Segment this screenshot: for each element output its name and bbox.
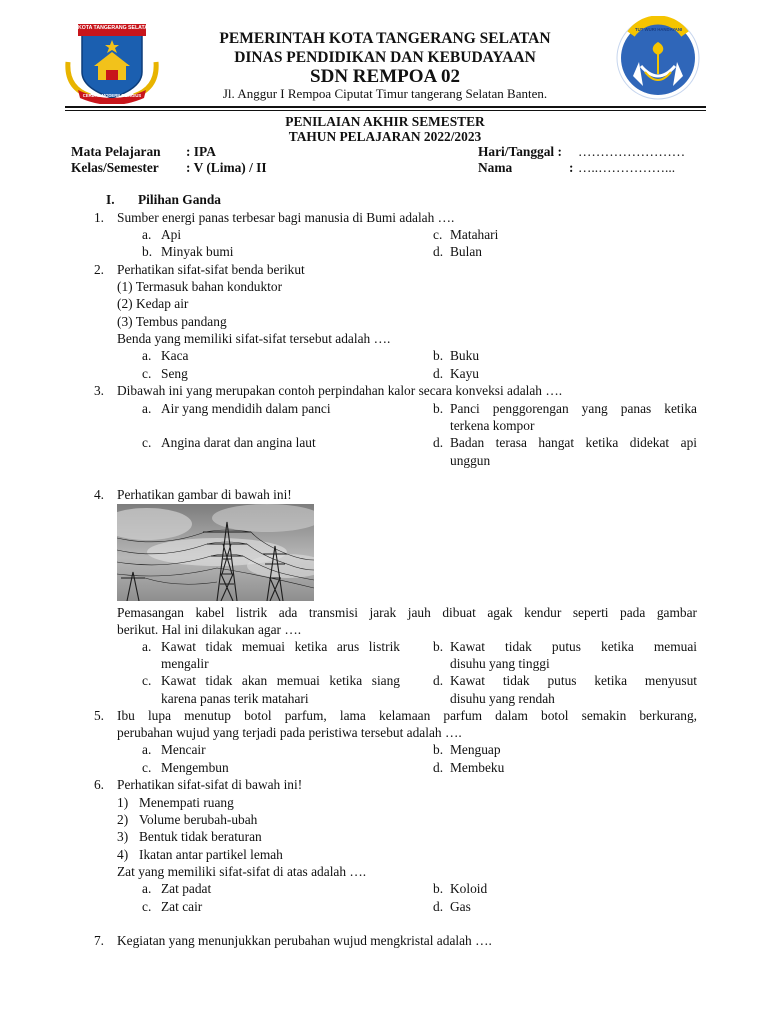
question-description-cont: berikut. Hal ini dilakukan agar …. <box>117 622 302 637</box>
option-letter: d. <box>433 899 444 914</box>
option-letter: a. <box>142 742 152 757</box>
name-label: Nama <box>478 160 513 175</box>
option-letter: b. <box>433 742 444 757</box>
property-number: 3) <box>117 829 129 844</box>
option-d[interactable]: Membeku <box>450 760 505 775</box>
option-b[interactable]: Koloid <box>450 881 488 896</box>
option-c[interactable]: Angina darat dan angina laut <box>161 435 316 450</box>
property-number: 2) <box>117 812 129 827</box>
question-number: 2. <box>93 262 104 277</box>
city-logo <box>64 22 160 104</box>
option-letter: b. <box>433 639 444 654</box>
question-description: Pemasangan kabel listrik ada transmisi jarak jauh dibuat agak kendur seperti pada gambar <box>117 605 697 620</box>
property-item: (2) Kedap air <box>117 296 189 311</box>
subject-label: Mata Pelajaran <box>71 144 161 159</box>
option-letter: b. <box>433 881 444 896</box>
tut-wuri-motto: TUT WURI HANDAYANI <box>635 27 683 32</box>
option-letter: d. <box>433 366 444 381</box>
power-tower-photo <box>117 504 314 601</box>
option-c[interactable]: Zat cair <box>161 899 203 914</box>
question-number: 6. <box>93 777 104 792</box>
option-letter: c. <box>142 366 152 381</box>
option-b[interactable]: Kawat tidak putus ketika memuai <box>450 639 697 654</box>
option-c-cont: karena panas terik matahari <box>161 691 309 706</box>
subject-value: : IPA <box>186 144 216 159</box>
property-item: Ikatan antar partikel lemah <box>139 847 283 862</box>
question-number: 1. <box>93 210 104 225</box>
option-a[interactable]: Mencair <box>161 742 206 757</box>
option-a[interactable]: Zat padat <box>161 881 212 896</box>
property-item: Menempati ruang <box>139 795 234 810</box>
option-a[interactable]: Kaca <box>161 348 189 363</box>
exam-year: TAHUN PELAJARAN 2022/2023 <box>288 129 482 144</box>
city-logo-motto: CERDAS MODERN RELIGIUS <box>82 93 142 98</box>
question-text-cont: perubahan wujud yang terjadi pada peristiwa tersebut adalah …. <box>117 725 462 740</box>
option-letter: c. <box>142 899 152 914</box>
name-field[interactable]: …..……………... <box>578 160 676 175</box>
option-c[interactable]: Mengembun <box>161 760 229 775</box>
option-d[interactable]: Bulan <box>450 244 482 259</box>
option-b[interactable]: Panci penggorengan yang panas ketika <box>450 401 697 416</box>
question-number: 5. <box>93 708 104 723</box>
dept-title: DINAS PENDIDIKAN DAN KEBUDAYAAN <box>234 49 536 66</box>
option-a[interactable]: Api <box>161 227 182 242</box>
class-label: Kelas/Semester <box>71 160 159 175</box>
question-number: 4. <box>93 487 104 502</box>
option-c[interactable]: Matahari <box>450 227 499 242</box>
exam-title: PENILAIAN AKHIR SEMESTER <box>285 114 485 129</box>
school-address: Jl. Anggur I Rempoa Ciputat Timur tangerang Selatan Banten. <box>222 86 548 101</box>
option-letter: d. <box>433 673 444 688</box>
question-text: Sumber energi panas terbesar bagi manusia di Bumi adalah …. <box>117 210 455 225</box>
school-name: SDN REMPOA 02 <box>310 66 460 87</box>
option-letter: c. <box>142 760 152 775</box>
option-d-cont: disuhu yang rendah <box>450 691 555 706</box>
option-d[interactable]: Gas <box>450 899 471 914</box>
date-label: Hari/Tanggal : <box>478 144 562 159</box>
option-letter: d. <box>433 244 444 259</box>
option-letter: c. <box>433 227 443 242</box>
header-rule-thick <box>65 106 706 108</box>
option-letter: a. <box>142 639 152 654</box>
option-b[interactable]: Minyak bumi <box>161 244 234 259</box>
property-item: Bentuk tidak beraturan <box>139 829 262 844</box>
question-prompt: Zat yang memiliki sifat-sifat di atas adalah …. <box>117 864 367 879</box>
option-letter: d. <box>433 760 444 775</box>
question-text: Perhatikan sifat-sifat di bawah ini! <box>117 777 303 792</box>
question-text: Perhatikan sifat-sifat benda berikut <box>117 262 305 277</box>
option-letter: b. <box>433 348 444 363</box>
option-letter: c. <box>142 673 152 688</box>
option-letter: a. <box>142 401 152 416</box>
option-letter: b. <box>433 401 444 416</box>
header-rule-thin <box>65 110 706 111</box>
property-item: (3) Tembus pandang <box>117 314 227 329</box>
class-value: : V (Lima) / II <box>186 160 267 175</box>
option-c[interactable]: Seng <box>161 366 188 381</box>
property-item: (1) Termasuk bahan konduktor <box>117 279 283 294</box>
question-number: 7. <box>93 933 104 948</box>
name-colon: : <box>569 160 574 175</box>
question-text: Ibu lupa menutup botol parfum, lama kelamaan parfum dalam botol semakin berkurang, <box>117 708 697 723</box>
section-title: Pilihan Ganda <box>138 192 221 207</box>
option-c[interactable]: Kawat tidak akan memuai ketika siang <box>161 673 400 688</box>
property-number: 1) <box>117 795 129 810</box>
option-letter: a. <box>142 348 152 363</box>
question-prompt: Benda yang memiliki sifat-sifat tersebut adalah …. <box>117 331 391 346</box>
option-d[interactable]: Kawat tidak putus ketika menyusut <box>450 673 697 688</box>
option-letter: b. <box>142 244 153 259</box>
tut-wuri-logo <box>611 16 705 100</box>
option-a[interactable]: Kawat tidak memuai ketika arus listrik <box>161 639 400 654</box>
question-text: Dibawah ini yang merupakan contoh perpindahan kalor secara konveksi adalah …. <box>117 383 563 398</box>
option-d[interactable]: Kayu <box>450 366 480 381</box>
option-b-cont: terkena kompor <box>450 418 535 433</box>
option-d[interactable]: Badan terasa hangat ketika didekat api <box>450 435 697 450</box>
property-number: 4) <box>117 847 129 862</box>
property-item: Volume berubah-ubah <box>139 812 258 827</box>
option-b[interactable]: Menguap <box>450 742 501 757</box>
option-letter: d. <box>433 435 444 450</box>
question-number: 3. <box>93 383 104 398</box>
section-number: I. <box>106 192 115 207</box>
option-letter: a. <box>142 881 152 896</box>
question-text: Kegiatan yang menunjukkan perubahan wujud mengkristal adalah …. <box>117 933 492 948</box>
gov-title: PEMERINTAH KOTA TANGERANG SELATAN <box>219 30 551 47</box>
city-logo-banner: KOTA TANGERANG SELATAN <box>78 25 152 31</box>
option-a[interactable]: Air yang mendidih dalam panci <box>161 401 331 416</box>
option-letter: a. <box>142 227 152 242</box>
option-b[interactable]: Buku <box>450 348 480 363</box>
question-text: Perhatikan gambar di bawah ini! <box>117 487 292 502</box>
option-d-cont: unggun <box>450 453 491 468</box>
date-field[interactable]: …………………… <box>578 144 686 159</box>
option-letter: c. <box>142 435 152 450</box>
option-b-cont: disuhu yang tinggi <box>450 656 550 671</box>
option-a-cont: mengalir <box>161 656 209 671</box>
